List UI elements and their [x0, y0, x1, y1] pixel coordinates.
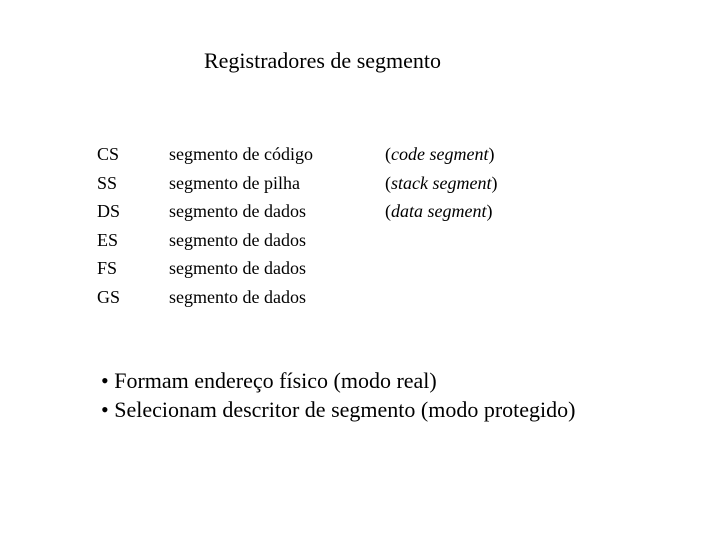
register-english: (code segment): [385, 144, 495, 164]
bullet-symbol: •: [101, 397, 109, 422]
bullet-text: Selecionam descritor de segmento (modo protegido): [114, 397, 576, 422]
register-name: GS: [97, 286, 121, 307]
register-english-term: data segment: [391, 201, 487, 222]
register-english: (stack segment): [385, 172, 498, 193]
register-name: SS: [97, 172, 118, 193]
bullet-symbol: •: [101, 368, 109, 393]
register-description: segmento de dados: [169, 229, 306, 250]
register-english: (data segment): [385, 201, 493, 222]
register-name: DS: [97, 201, 121, 222]
register-name: ES: [97, 229, 119, 250]
bullet-text: Formam endereço físico (modo real): [114, 368, 437, 393]
register-description: segmento de dados: [169, 286, 306, 307]
bullet-item: [101, 366, 575, 395]
register-english-term: stack segment: [391, 172, 492, 193]
bullet-list: [101, 366, 575, 424]
slide-title: Registradores de segmento: [203, 48, 442, 73]
register-description: segmento de dados: [169, 258, 306, 279]
register-name: CS: [97, 144, 120, 164]
register-description: segmento de dados: [169, 201, 306, 222]
bullet-item: [101, 395, 575, 424]
register-english-term: code segment: [391, 144, 489, 164]
register-description: segmento de pilha: [169, 172, 300, 193]
register-name: FS: [97, 258, 118, 279]
register-description: segmento de código: [169, 144, 313, 164]
